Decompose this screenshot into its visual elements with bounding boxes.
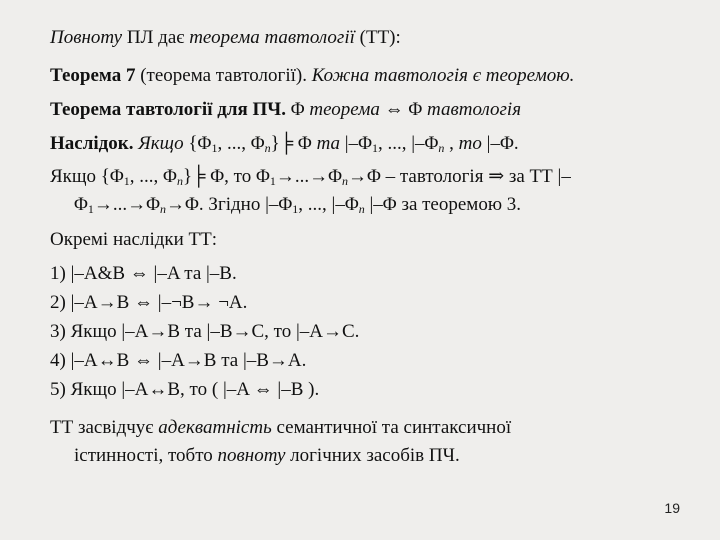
subscript: n [176,174,183,188]
theorem-7-name: (теорема тавтології). [135,65,312,86]
conclusion-text: логічних засобів ПЧ. [285,445,460,466]
subscript: 1 [269,174,276,188]
corollary-and: та [316,133,341,154]
subscript: n [160,202,167,216]
corollary-if: Якщо [133,133,184,154]
subscript: n [264,141,271,155]
subscript: 1 [123,174,130,188]
theorem-7-statement: Кожна тавтологія є теоремою. [311,65,575,86]
subscript: n [438,141,445,155]
corollary-entails: }╞ Φ [270,133,317,154]
proof-text: →Φ. Згідно |–Φ [166,194,293,215]
tt-pc-line [50,98,700,122]
theorem-7-label: Теорема 7 [50,65,136,86]
corollary-line [50,132,700,156]
adequacy-term: адекватність [158,417,272,438]
conclusion-line-1 [50,416,700,440]
intro-text: ПЛ дає [122,27,190,48]
subscript: 1 [292,202,299,216]
tt-abbrev: (ТТ): [354,27,401,48]
list-item: 5) Якщо |–A↔B, то ( |–A ⇔ |–B ). [50,379,320,400]
corollary-then: то [458,133,482,154]
tt-pc-tautology: тавтологія [427,99,522,120]
proof-text: , ..., Φ [129,166,177,187]
subscript: n [342,174,348,188]
corollary-result: |–Φ. [481,133,519,154]
completeness-term: Повноту [50,27,123,48]
tt-pc-equiv: ⇔ Φ [379,99,428,120]
separate-corollaries-title: Окремі наслідки ТТ: [50,229,218,250]
theorem-7-line [50,64,700,88]
proof-line-1 [50,165,700,189]
conclusion-text: семантичної та синтаксичної [271,417,512,438]
corollary-proves-mid: , ..., |–Φ [377,133,439,154]
conclusion-line-2 [74,444,700,468]
tt-pc-theorem: теорема [309,99,380,120]
corollary-set-mid: , ..., Φ [217,133,265,154]
proof-text: }╞ Φ, то Φ [182,166,270,187]
completeness-term: повноту [217,445,286,466]
list-item: 4) |–A↔B ⇔ |–A→B та |–B→A. [50,350,307,371]
list-item: 2) |–A→B ⇔ |–¬B→ ¬A. [50,292,248,313]
proof-text: →...→Φ [93,194,161,215]
proof-line-2 [74,193,700,217]
tt-term: теорема тавтології [189,27,355,48]
proof-text: →Φ – тавтологія ⇒ за ТТ |– [348,166,571,187]
conclusion-text: істинності, тобто [74,445,218,466]
proof-text: →...→Φ [275,166,342,187]
subscript: 1 [211,141,218,155]
page-number: 19 [664,500,680,516]
corollary-label: Наслідок. [50,133,134,154]
subscript: 1 [87,202,94,216]
proof-text: , ..., |–Φ [298,194,359,215]
subscript: 1 [371,141,378,155]
intro-line [50,26,700,50]
corollary-comma: , [444,133,459,154]
subscript: n [358,202,365,216]
proof-text: Якщо {Φ [50,166,124,187]
proof-text: Φ [74,194,88,215]
corollary-set-open: {Φ [183,133,212,154]
conclusion-text: ТТ засвідчує [50,417,159,438]
proof-text: |–Φ за теоремою 3. [364,194,522,215]
tt-pc-phi: Φ [286,99,310,120]
list-item: 3) Якщо |–A→B та |–B→C, то |–A→C. [50,321,360,342]
corollary-proves: |–Φ [340,133,372,154]
tt-pc-label: Теорема тавтології для ПЧ. [50,99,286,120]
list-item: 1) |–A&B ⇔ |–A та |–B. [50,263,237,284]
